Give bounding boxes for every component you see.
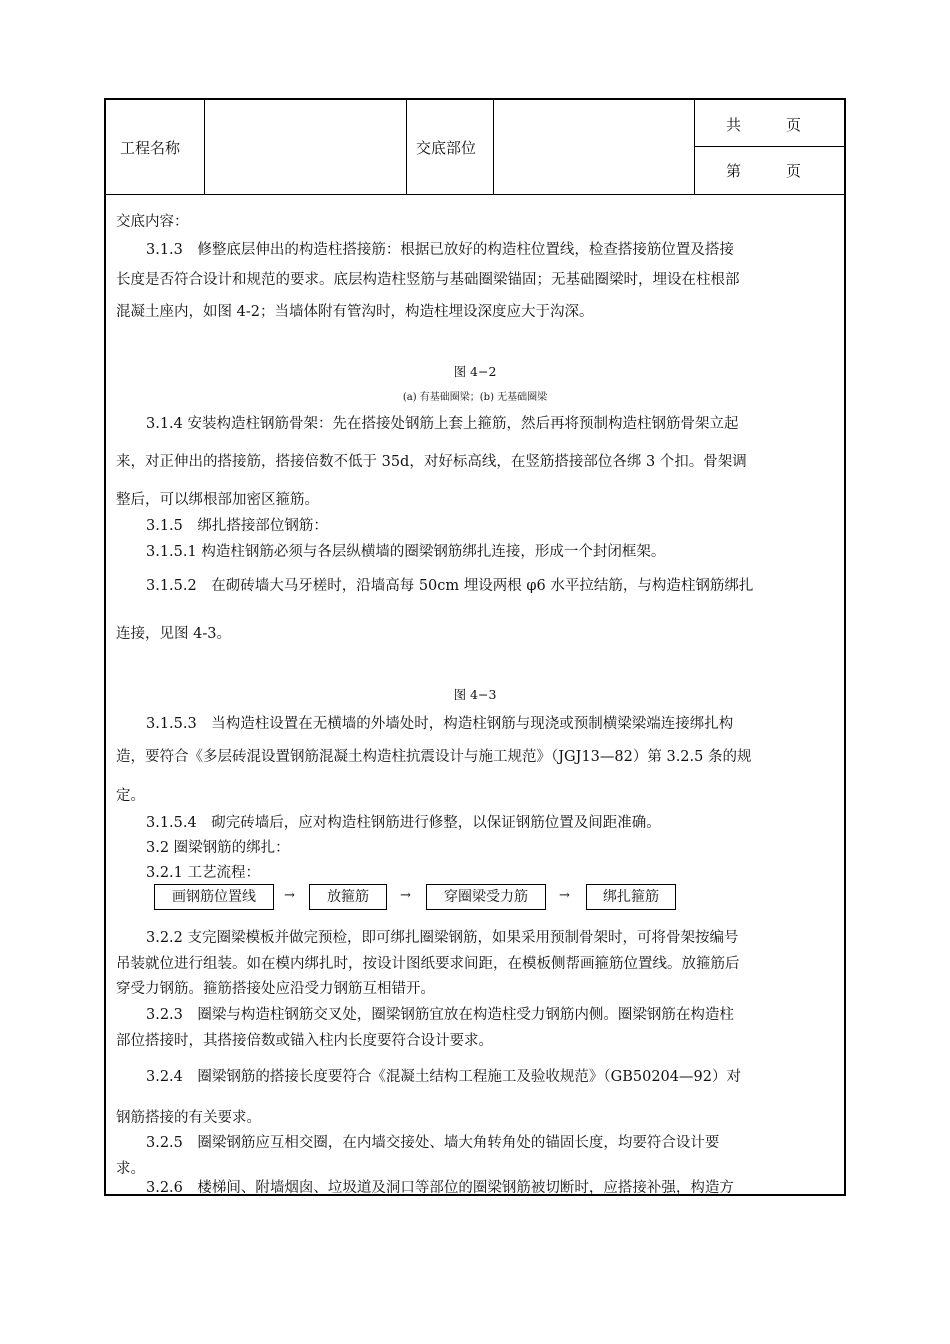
- paragraph-line: 3.1.5.3 当构造柱设置在无横墙的外墙处时，构造柱钢筋与现浇或预制横梁梁端连接绑扎构: [146, 716, 734, 732]
- flow-step-1: 画钢筋位置线: [154, 884, 274, 910]
- paragraph-line: 3.1.5 绑扎搭接部位钢筋：: [146, 518, 328, 534]
- paragraph-line: 3.2.3 圈梁与构造柱钢筋交叉处，圈梁钢筋宜放在构造柱受力钢筋内侧。圈梁钢筋在构造柱: [146, 1007, 734, 1023]
- paragraph-line: 3.1.3 修整底层伸出的构造柱搭接筋：根据已放好的构造柱位置线，检查搭接筋位置及搭接: [146, 242, 734, 258]
- divider: [694, 100, 695, 194]
- divider: [493, 100, 494, 194]
- figure-4-2-title: 图 4−2: [453, 364, 497, 379]
- paragraph-line: 3.1.5.2 在砌砖墙大马牙槎时，沿墙高每 50cm 埋设两根 φ6 水平拉结筋，与构造柱钢筋绑扎: [146, 578, 754, 594]
- divider: [694, 146, 844, 147]
- flow-arrow-icon: →: [400, 888, 411, 903]
- flow-arrow-icon: →: [284, 888, 295, 903]
- content-label: 交底内容：: [116, 214, 189, 230]
- paragraph-line: 造，要符合《多层砖混设置钢筋混凝土构造柱抗震设计与施工规范》（JGJ13—82）第 3.2.5 条的规: [116, 749, 752, 765]
- paragraph-line: 混凝土座内，如图 4-2；当墙体附有管沟时，构造柱埋设深度应大于沟深。: [116, 304, 594, 320]
- paragraph-line: 3.1.5.4 砌完砖墙后，应对构造柱钢筋进行修整，以保证钢筋位置及间距准确。: [146, 815, 661, 831]
- paragraph-line: 3.2.2 支完圈梁模板并做完预检，即可绑扎圈梁钢筋，如果采用预制骨架时，可将骨架按编号: [146, 930, 739, 946]
- disclosure-form: [104, 98, 846, 1196]
- project-name-label: 工程名称: [120, 139, 181, 157]
- flow-step-3: 穿圈梁受力筋: [426, 884, 546, 910]
- figure-4-2-caption: (a) 有基础圈梁；(b) 无基础圈梁: [402, 392, 548, 403]
- paragraph-line: 穿受力钢筋。箍筋搭接处应沿受力钢筋互相错开。: [116, 981, 435, 997]
- paragraph-line: 3.1.4 安装构造柱钢筋骨架：先在搭接处钢筋上套上箍筋，然后再将预制构造柱钢筋骨架立起: [146, 416, 739, 432]
- paragraph-line: 3.2.4 圈梁钢筋的搭接长度要符合《混凝土结构工程施工及验收规范》（GB50204—92）对: [146, 1069, 741, 1085]
- paragraph-line: 3.1.5.1 构造柱钢筋必须与各层纵横墙的圈梁钢筋绑扎连接，形成一个封闭框架。: [146, 544, 666, 560]
- paragraph-line: 3.2.1 工艺流程：: [146, 865, 261, 881]
- paragraph-line: 定。: [116, 788, 145, 804]
- divider: [406, 100, 407, 194]
- paragraph-line: 吊装就位进行组装。如在模内绑扎时，按设计图纸要求间距，在模板侧帮画箍筋位置线。放箍筋后: [116, 956, 740, 972]
- paragraph-line: 连接，见图 4-3。: [116, 626, 231, 642]
- figure-4-3-title: 图 4−3: [453, 687, 497, 702]
- form-header: [106, 100, 844, 195]
- flow-arrow-icon: →: [559, 888, 570, 903]
- location-label: 交底部位: [416, 139, 477, 157]
- paragraph-line: 3.2 圈梁钢筋的绑扎：: [146, 840, 290, 856]
- flow-step-2: 放箍筋: [309, 884, 387, 910]
- paragraph-line: 长度是否符合设计和规范的要求。底层构造柱竖筋与基础圈梁锚固；无基础圈梁时，埋设在柱根部: [116, 272, 740, 288]
- paragraph-line: 整后，可以绑根部加密区箍筋。: [116, 492, 319, 508]
- paragraph-line: 钢筋搭接的有关要求。: [116, 1110, 261, 1126]
- paragraph-line: 3.2.5 圈梁钢筋应互相交圈，在内墙交接处、墙大角转角处的锚固长度，均要符合设计要: [146, 1135, 720, 1151]
- paragraph-line: 求。: [116, 1161, 145, 1177]
- flow-step-4: 绑扎箍筋: [586, 884, 676, 910]
- paragraph-line: 来，对正伸出的搭接筋，搭接倍数不低于 35d，对好标高线，在竖筋搭接部位各绑 3 个扣。骨架调: [116, 454, 747, 470]
- page-number-label: 第 页: [726, 162, 802, 180]
- total-pages-label: 共 页: [726, 116, 802, 134]
- divider: [204, 100, 205, 194]
- paragraph-line: 部位搭接时，其搭接倍数或锚入柱内长度要符合设计要求。: [116, 1033, 493, 1049]
- paragraph-line: 3.2.6 楼梯间、附墙烟囱、垃圾道及洞口等部位的圈梁钢筋被切断时，应搭接补强，构造方: [146, 1180, 734, 1196]
